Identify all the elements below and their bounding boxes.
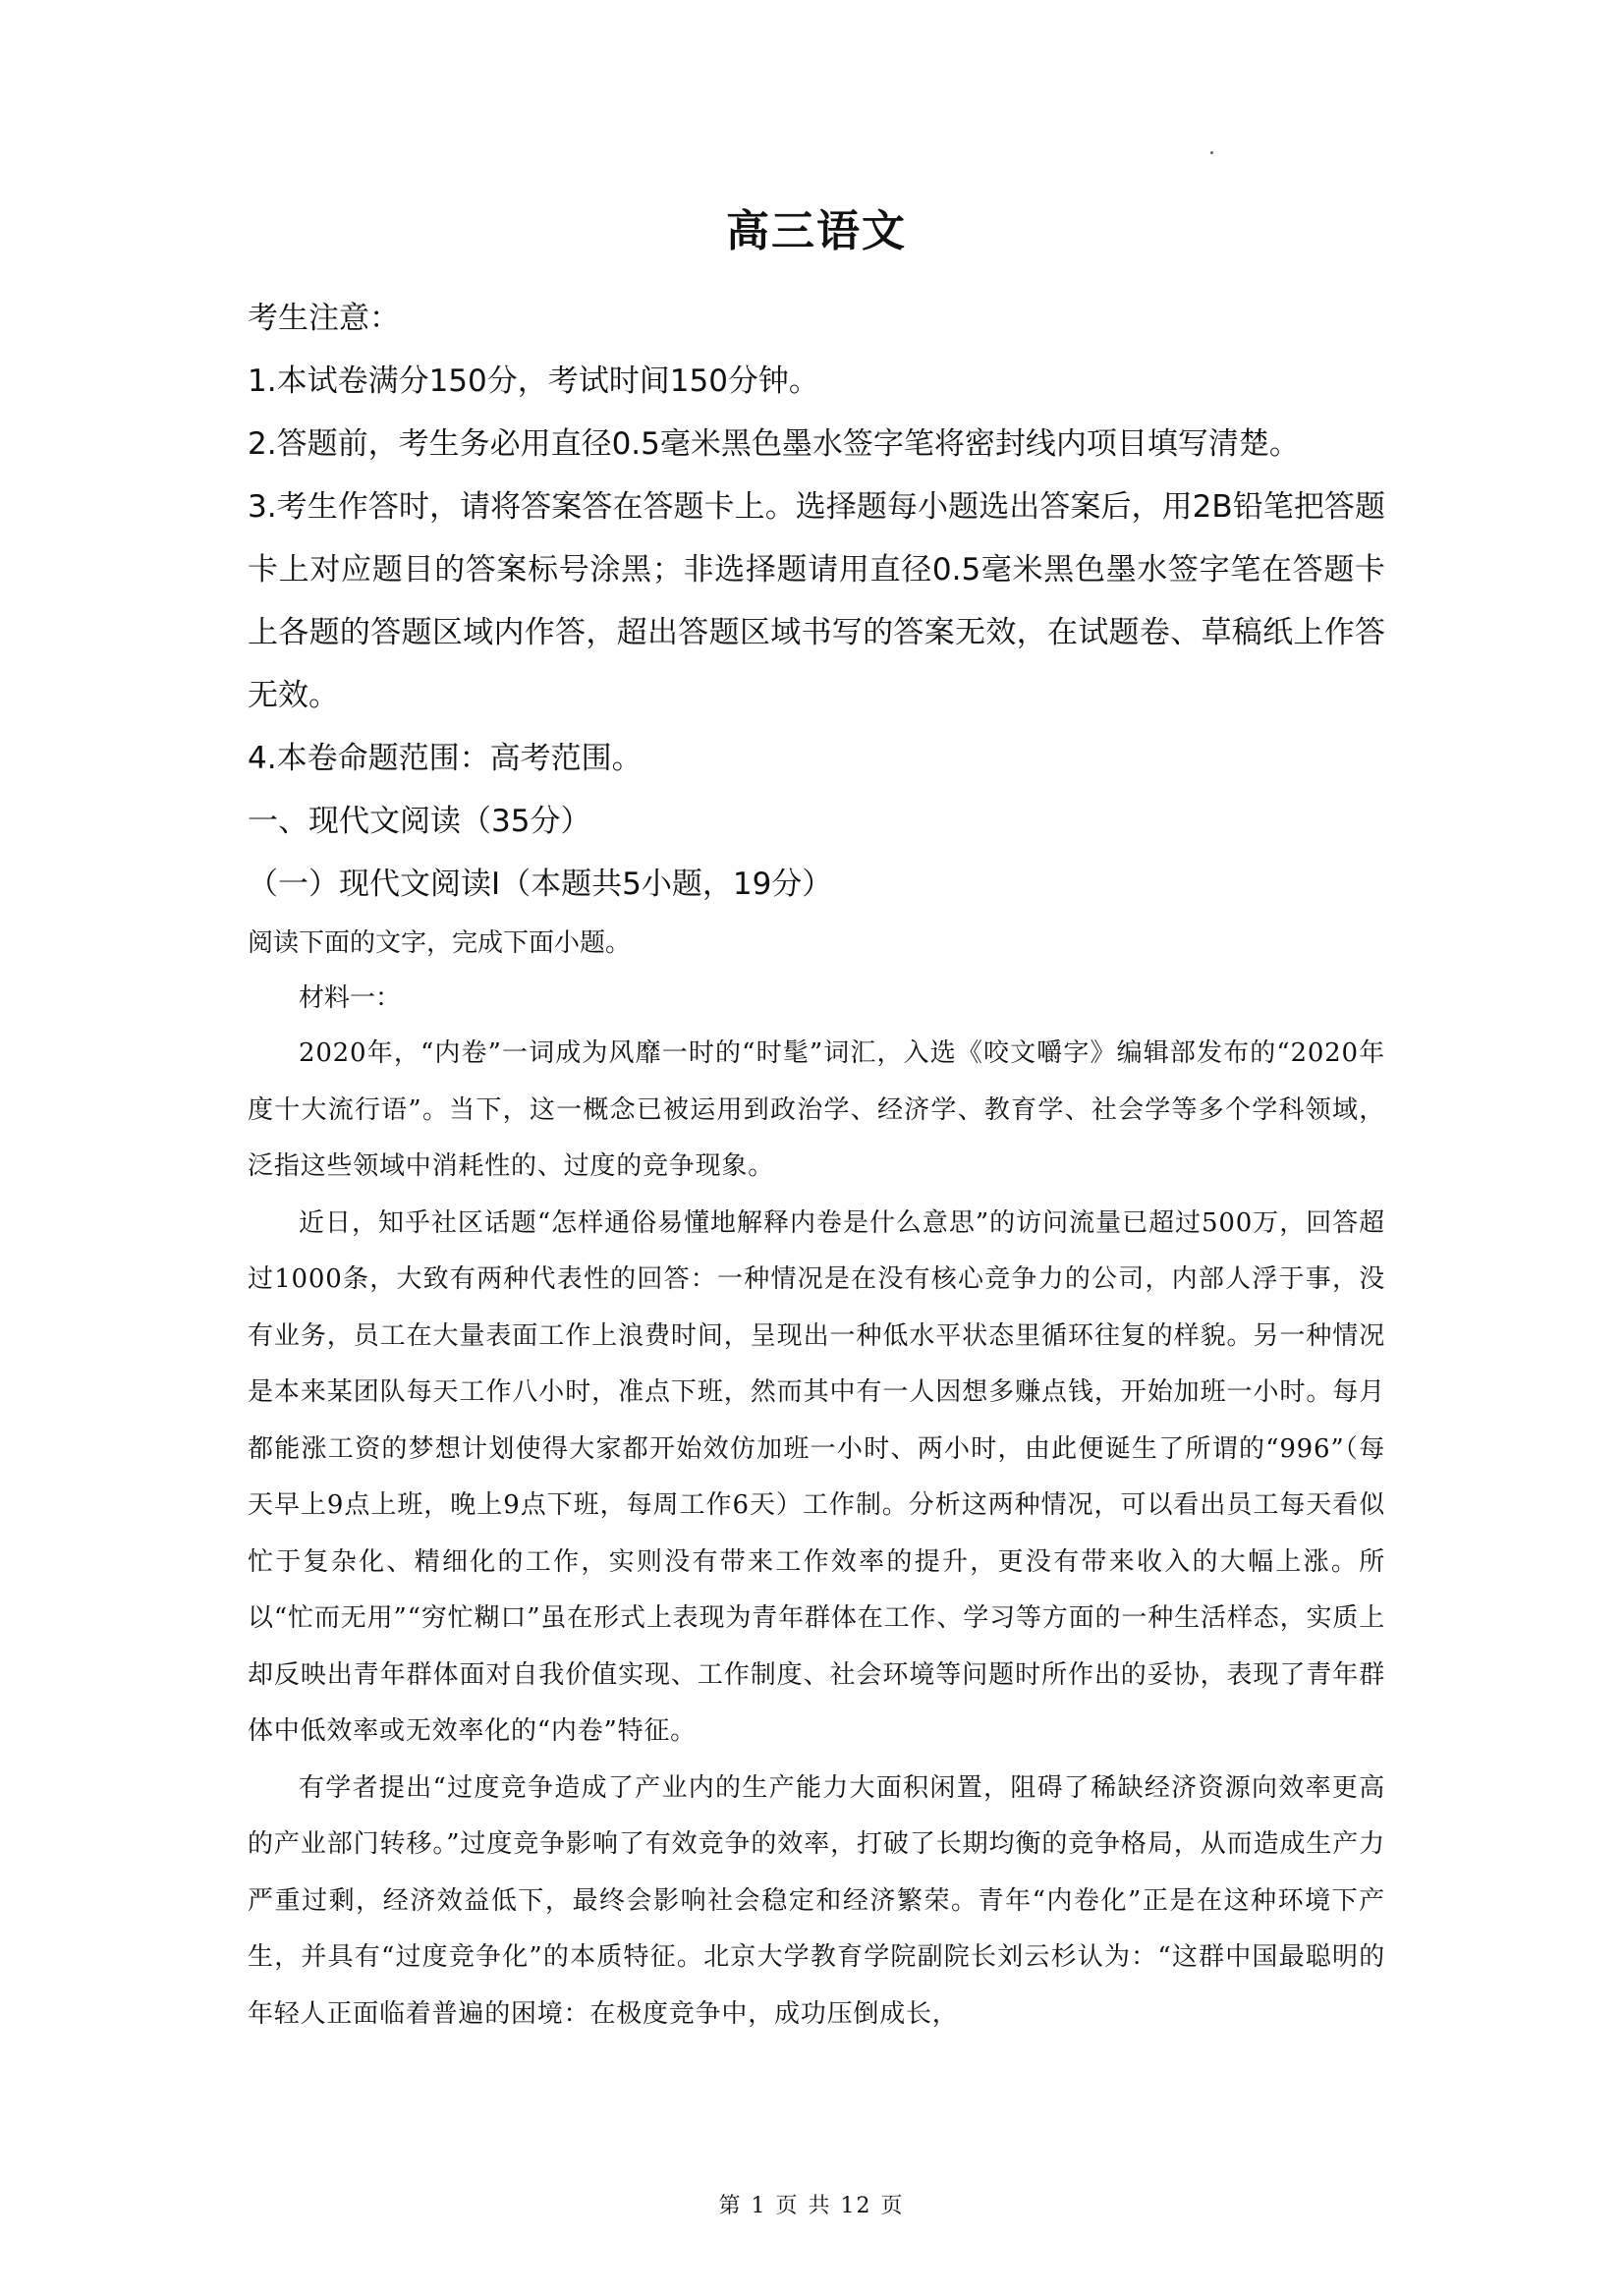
material-label: 材料一： <box>299 983 402 1013</box>
scan-dot <box>1210 151 1213 154</box>
page-footer: 第 1 页 共 12 页 <box>718 2194 905 2218</box>
notice-item-4: 4.本卷命题范围：高考范围。 <box>248 741 643 776</box>
notice-item-3: 3.考生作答时，请将答案答在答题卡上。选择题每小题选出答案后，用2B铅笔把答题卡上对应题目的答案标号涂黑；非选择题请用直径0.5毫米黑色墨水签字笔在答题卡上各题的答题区域内作答，超出答题区域书写的答案无效，在试题卷、草稿纸上作答无效。 <box>248 489 1385 713</box>
section-heading: 一、现代文阅读（35分） <box>248 804 591 839</box>
reading-instruction: 阅读下面的文字，完成下面小题。 <box>248 928 632 958</box>
paragraph-2: 近日，知乎社区话题“怎样通俗易懂地解释内卷是什么意思”的访问流量已超过500万，回答超过1000条，大致有两种代表性的回答：一种情况是在没有核心竞争力的公司，内部人浮于事，没有业务，员工在大量表面工作上浪费时间，呈现出一种低水平状态里循环往复的样貌。另一种情况是本来某团队每天工作八小时，准点下班，然而其中有一人因想多赚点钱，开始加班一小时。每月都能涨工资的梦想计划使得大家都开始效仿加班一小时、两小时，由此便诞生了所谓的“996”（每天早上9点上班，晚上9点下班，每周工作6天）工作制。分析这两种情况，可以看出员工每天看似忙于复杂化、精细化的工作，实则没有带来工作效率的提升，更没有带来收入的大幅上涨。所以“忙而无用”“穷忙糊口”虽在形式上表现为青年群体在工作、学习等方面的一种生活样态，实质上却反映出青年群体面对自我价值实现、工作制度、社会环境等问题时所作出的妥协，表现了青年群体中低效率或无效率化的“内卷”特征。 <box>248 1207 1385 1746</box>
subsection-heading: （一）现代文阅读Ⅰ（本题共5小题，19分） <box>248 867 833 902</box>
notice-item-1: 1.本试卷满分150分，考试时间150分钟。 <box>248 364 819 399</box>
exam-page <box>248 196 1385 2043</box>
notice-heading: 考生注意： <box>248 301 400 336</box>
paragraph-1: 2020年，“内卷”一词成为风靡一时的“时髦”词汇，入选《咬文嚼字》编辑部发布的“2020年度十大流行语”。当下，这一概念已被运用到政治学、经济学、教育学、社会学等多个学科领域，泛指这些领域中消耗性的、过度的竞争现象。 <box>248 1038 1385 1181</box>
page-title: 高三语文 <box>726 206 907 256</box>
notice-item-2: 2.答题前，考生务必用直径0.5毫米黑色墨水签字笔将密封线内项目填写清楚。 <box>248 426 1300 462</box>
paragraph-3: 有学者提出“过度竞争造成了产业内的生产能力大面积闲置，阻碍了稀缺经济资源向效率更高的产业部门转移。”过度竞争影响了有效竞争的效率，打破了长期均衡的竞争格局，从而造成生产力严重过剩，经济效益低下，最终会影响社会稳定和经济繁荣。青年“内卷化”正是在这种环境下产生，并具有“过度竞争化”的本质特征。北京大学教育学院副院长刘云杉认为：“这群中国最聪明的年轻人正面临着普遍的困境：在极度竞争中，成功压倒成长， <box>248 1772 1385 2029</box>
